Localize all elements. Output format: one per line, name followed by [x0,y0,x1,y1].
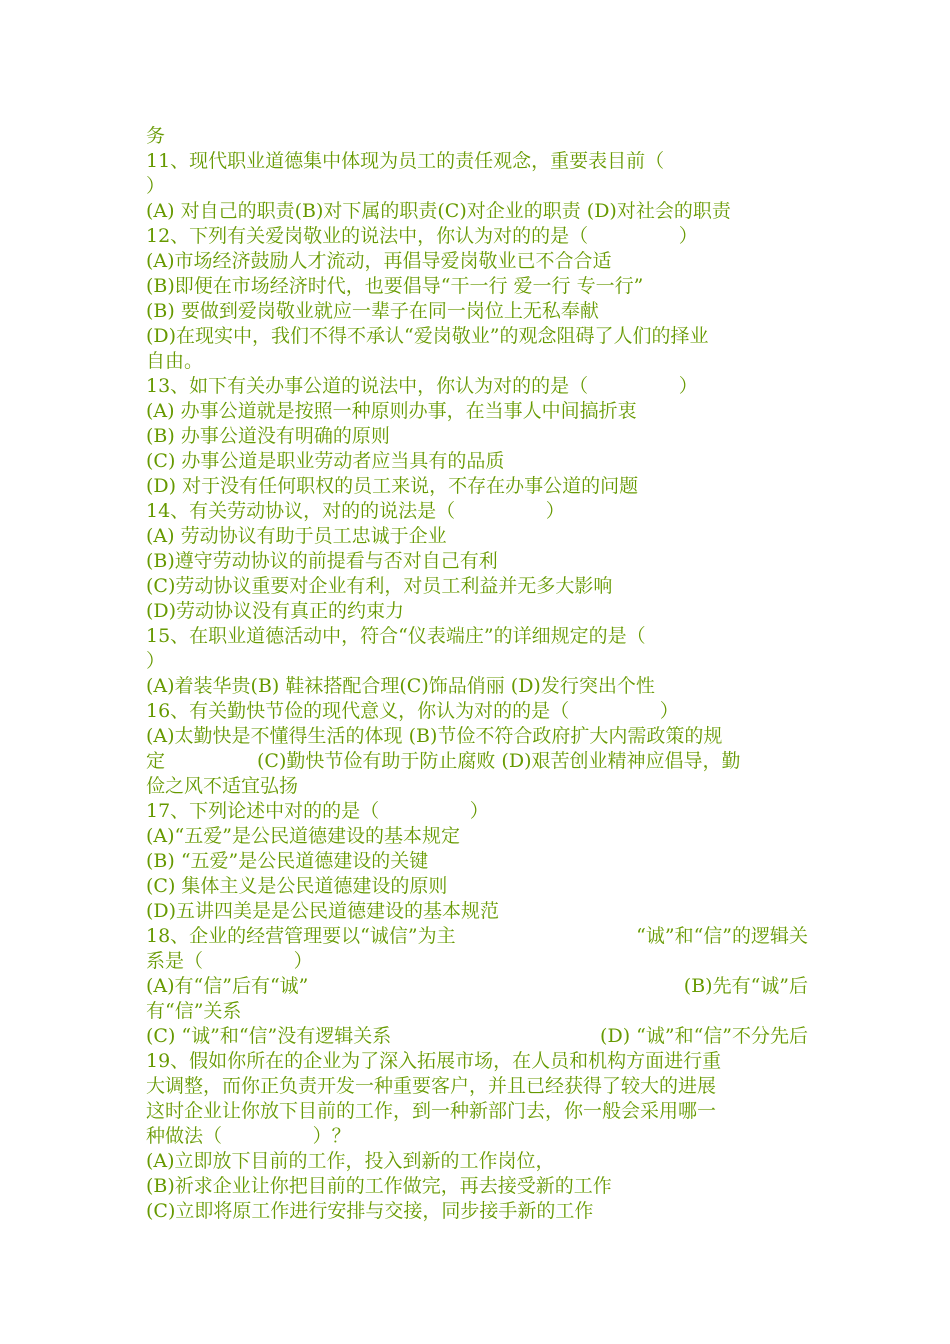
question-12-option-b2: (B) 要做到爱岗敬业就应一辈子在同一岗位上无私奉献 [146,300,599,322]
question-17: 17、下列论述中对的的是（ ） [146,800,489,822]
question-11: 11、现代职业道德集中体现为员工的责任观念，重要表目前（ [146,150,665,172]
text-line: ） [146,650,166,672]
question-12-option-d: (D)在现实中，我们不得不承认“爱岗敬业”的观念阻碍了人们的择业 [146,325,709,347]
text-fragment: (A)有“信”后有“诚” [146,975,309,997]
question-14-option-a: (A) 劳动协议有助于员工忠诚于企业 [146,525,447,547]
question-14: 14、有关劳动协议，对的的说法是（ ） [146,500,565,522]
question-19: 19、假如你所在的企业为了深入拓展市场，在人员和机构方面进行重 [146,1050,722,1072]
question-17-option-a: (A)“五爱”是公民道德建设的基本规定 [146,825,460,847]
question-12-option-b: (B)即便在市场经济时代，也要倡导“干一行 爱一行 专一行” [146,275,644,297]
question-15-options: (A)着装华贵(B) 鞋袜搭配合理(C)饰品俏丽 (D)发行突出个性 [146,675,655,697]
text-fragment: (C)勤快节俭有助于防止腐败 (D)艰苦创业精神应倡导，勤 [257,750,741,772]
document-page [146,124,808,1224]
text-line: 俭之风不适宜弘扬 [146,775,299,797]
text-line: 自由。 [146,350,204,372]
question-16-options-cont [146,749,808,774]
question-18-options-cd [146,1024,808,1049]
question-13: 13、如下有关办事公道的说法中，你认为对的的是（ ） [146,375,698,397]
question-13-option-d: (D) 对于没有任何职权的员工来说，不存在办事公道的问题 [146,475,639,497]
question-19-option-a: (A)立即放下目前的工作，投入到新的工作岗位， [146,1150,555,1172]
text-line: 这时企业让你放下目前的工作，到一种新部门去，你一般会采用哪一 [146,1100,717,1122]
text-line: 务 [146,125,166,147]
question-14-option-c: (C)劳动协议重要对企业有利，对员工利益并无多大影响 [146,575,613,597]
question-14-option-d: (D)劳动协议没有真正的约束力 [146,600,405,622]
question-11-options: (A) 对自己的职责(B)对下属的职责(C)对企业的职责 (D)对社会的职责 [146,200,731,222]
question-14-option-b: (B)遵守劳动协议的前提看与否对自己有利 [146,550,498,572]
text-fragment: 18、企业的经营管理要以“诚信”为主 [146,925,456,947]
text-line: 有“信”关系 [146,1000,242,1022]
question-18-options-ab [146,974,808,999]
text-line: 大调整，而你正负责开发一种重要客户，并且已经获得了较大的进展 [146,1075,717,1097]
text-fragment: (D) “诚”和“信”不分先后 [600,1025,808,1047]
question-18 [146,924,808,949]
text-line: ） [146,175,166,197]
question-17-option-d: (D)五讲四美是是公民道德建设的基本规范 [146,900,500,922]
question-17-option-c: (C) 集体主义是公民道德建设的原则 [146,875,448,897]
question-16: 16、有关勤快节俭的现代意义，你认为对的的是（ ） [146,700,679,722]
question-15: 15、在职业道德活动中，符合“仪表端庄”的详细规定的是（ [146,625,646,647]
question-16-options: (A)太勤快是不懂得生活的体现 (B)节俭不符合政府扩大内需政策的规 [146,725,723,747]
text-fragment: “诚”和“信”的逻辑关 [636,925,808,947]
text-line: 系是（ ） [146,950,313,972]
question-13-option-c: (C) 办事公道是职业劳动者应当具有的品质 [146,450,505,472]
text-fragment: (C) “诚”和“信”没有逻辑关系 [146,1025,392,1047]
question-19-option-b: (B)祈求企业让你把目前的工作做完，再去接受新的工作 [146,1175,612,1197]
text-fragment: 定 [146,750,166,772]
question-12: 12、下列有关爱岗敬业的说法中，你认为对的的是（ ） [146,225,698,247]
question-13-option-b: (B) 办事公道没有明确的原则 [146,425,390,447]
question-17-option-b: (B) “五爱”是公民道德建设的关键 [146,850,429,872]
question-13-option-a: (A) 办事公道就是按照一种原则办事，在当事人中间搞折衷 [146,400,637,422]
question-12-option-a: (A)市场经济鼓励人才流动，再倡导爱岗敬业已不合合适 [146,250,612,272]
question-19-option-c: (C)立即将原工作进行安排与交接，同步接手新的工作 [146,1200,594,1222]
text-line: 种做法（ ）？ [146,1125,351,1147]
text-fragment: (B)先有“诚”后 [683,975,808,997]
